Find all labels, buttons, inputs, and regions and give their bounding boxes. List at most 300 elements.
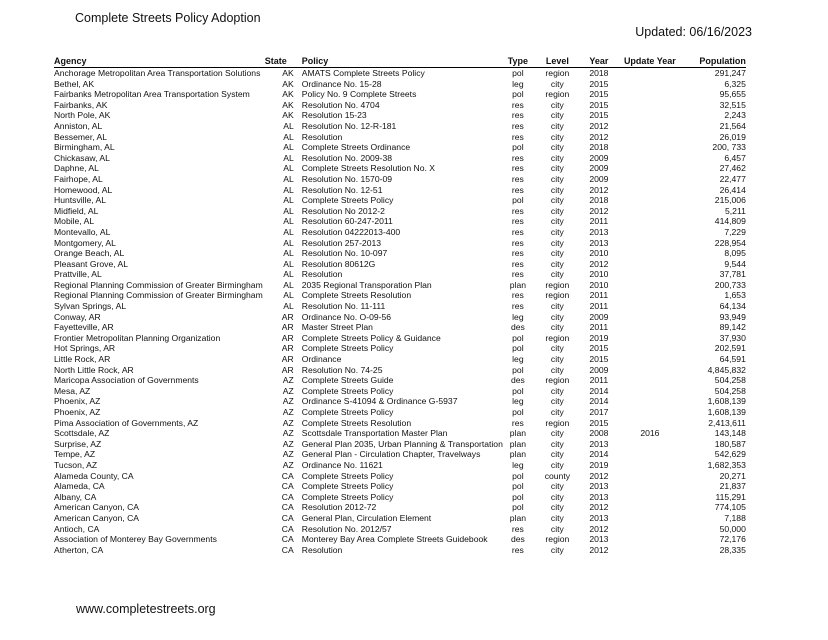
cell-state: AR xyxy=(281,343,294,354)
cell-level: county xyxy=(544,470,571,481)
cell-update-year xyxy=(616,163,684,174)
cell-update-year xyxy=(616,449,684,460)
cell-level: city xyxy=(550,438,564,449)
cell-level: city xyxy=(550,205,564,216)
cell-population: 414,809 xyxy=(714,216,746,227)
cell-type: des xyxy=(510,534,525,545)
cell-type: leg xyxy=(512,311,524,322)
cell-year: 2015 xyxy=(589,354,609,365)
cell-level: city xyxy=(550,491,564,502)
cell-type: leg xyxy=(512,78,524,89)
cell-agency: Pima Association of Governments, AZ xyxy=(54,417,199,428)
cell-policy: Resolution xyxy=(301,269,343,280)
cell-policy: AMATS Complete Streets Policy xyxy=(301,68,425,78)
cell-level: region xyxy=(545,417,570,428)
cell-update-year xyxy=(616,121,684,132)
cell-state: CA xyxy=(281,523,294,534)
column-header-update-year: Update Year xyxy=(616,56,684,68)
cell-state: AK xyxy=(282,110,294,121)
table-row xyxy=(54,89,746,100)
cell-policy: Resolution No. 2009-38 xyxy=(301,152,393,163)
cell-year: 2012 xyxy=(589,205,609,216)
cell-update-year xyxy=(616,354,684,365)
cell-year: 2012 xyxy=(589,523,609,534)
cell-type: pol xyxy=(512,142,524,153)
cell-update-year xyxy=(616,89,684,100)
cell-state: AL xyxy=(283,269,294,280)
cell-policy: Ordinance No. 15-28 xyxy=(301,78,382,89)
table-row xyxy=(54,185,746,196)
cell-policy: Scottsdale Transportation Master Plan xyxy=(301,428,448,439)
cell-population: 5,211 xyxy=(725,205,746,216)
cell-type: pol xyxy=(512,407,524,417)
cell-population: 291,247 xyxy=(714,68,746,78)
cell-year: 2014 xyxy=(589,396,609,407)
table-row xyxy=(54,333,746,344)
cell-level: city xyxy=(550,110,564,121)
cell-update-year xyxy=(616,269,684,280)
cell-policy: Complete Streets Resolution No. X xyxy=(301,163,436,174)
cell-state: CA xyxy=(281,544,294,555)
table-header-row xyxy=(54,56,746,68)
cell-agency: Mobile, AL xyxy=(54,216,95,227)
cell-agency: Antioch, CA xyxy=(54,523,100,534)
cell-agency: Phoenix, AZ xyxy=(54,407,101,417)
cell-policy: Master Street Plan xyxy=(301,322,373,333)
cell-year: 2013 xyxy=(589,512,609,523)
cell-level: city xyxy=(550,523,564,534)
cell-year: 2018 xyxy=(589,142,609,153)
cell-year: 2012 xyxy=(589,131,609,142)
cell-year: 2009 xyxy=(589,311,609,322)
cell-state: AZ xyxy=(282,428,294,439)
table-row xyxy=(54,206,746,217)
cell-state: AL xyxy=(283,226,294,237)
cell-agency: Montgomery, AL xyxy=(54,237,116,248)
cell-level: city xyxy=(550,343,564,354)
cell-type: pol xyxy=(512,491,524,502)
cell-type: pol xyxy=(512,481,524,492)
cell-level: city xyxy=(550,173,564,184)
cell-level: city xyxy=(550,131,564,142)
cell-population: 2,413,611 xyxy=(708,417,746,428)
cell-level: city xyxy=(550,301,564,312)
cell-type: res xyxy=(511,99,524,110)
cell-update-year xyxy=(616,439,684,450)
cell-level: city xyxy=(550,449,564,460)
cell-policy: Resolution 2012-72 xyxy=(301,502,377,513)
cell-population: 50,000 xyxy=(719,523,746,534)
table-row xyxy=(54,354,746,365)
cell-policy: Complete Streets Policy & Guidance xyxy=(301,332,441,343)
cell-year: 2013 xyxy=(589,226,609,237)
cell-update-year xyxy=(616,206,684,217)
cell-population: 202,591 xyxy=(714,343,746,354)
cell-agency: Tucson, AZ xyxy=(54,459,98,470)
cell-state: AR xyxy=(281,354,294,365)
cell-population: 26,414 xyxy=(719,184,746,195)
cell-agency: Mesa, AZ xyxy=(54,385,91,396)
cell-update-year xyxy=(616,492,684,503)
cell-type: pol xyxy=(512,343,524,354)
cell-policy: Resolution 257-2013 xyxy=(301,237,382,248)
cell-state: AL xyxy=(283,152,294,163)
cell-level: city xyxy=(550,120,564,131)
cell-policy: Resolution No. 74-25 xyxy=(301,364,383,375)
cell-year: 2009 xyxy=(589,152,609,163)
table-row xyxy=(54,290,746,301)
cell-update-year xyxy=(616,174,684,185)
cell-level: city xyxy=(550,385,564,396)
table-row xyxy=(54,375,746,386)
cell-year: 2012 xyxy=(589,544,609,555)
table-row xyxy=(54,407,746,418)
table-row xyxy=(54,534,746,545)
table-row xyxy=(54,238,746,249)
cell-update-year xyxy=(616,386,684,397)
cell-year: 2012 xyxy=(589,470,609,481)
cell-state: AZ xyxy=(282,396,294,407)
cell-policy: General Plan 2035, Urban Planning & Transportation xyxy=(301,438,503,449)
cell-year: 2013 xyxy=(589,481,609,492)
cell-population: 774,105 xyxy=(714,502,746,513)
table-row xyxy=(54,396,746,407)
cell-policy: Resolution No. 10-097 xyxy=(301,248,388,259)
table-row xyxy=(54,121,746,132)
cell-policy: Resolution 60-247-2011 xyxy=(301,216,393,227)
cell-type: des xyxy=(510,375,525,386)
cell-year: 2013 xyxy=(589,438,609,449)
cell-population: 215,006 xyxy=(714,195,746,206)
cell-level: region xyxy=(545,534,570,545)
cell-update-year xyxy=(616,534,684,545)
cell-type: res xyxy=(511,131,524,142)
cell-agency: Bethel, AK xyxy=(54,78,95,89)
cell-agency: Birmingham, AL xyxy=(54,142,115,153)
cell-year: 2012 xyxy=(589,502,609,513)
cell-year: 2018 xyxy=(589,68,609,78)
cell-update-year xyxy=(616,375,684,386)
cell-update-year xyxy=(616,185,684,196)
cell-update-year xyxy=(616,545,684,556)
cell-level: city xyxy=(550,512,564,523)
cell-type: leg xyxy=(512,459,524,470)
table-row xyxy=(54,492,746,503)
cell-update-year xyxy=(616,100,684,111)
table-row xyxy=(54,502,746,513)
cell-policy: Ordinance S-41094 & Ordinance G-5937 xyxy=(301,396,458,407)
cell-population: 64,134 xyxy=(719,301,746,312)
cell-agency: Fayetteville, AR xyxy=(54,322,114,333)
cell-type: res xyxy=(511,269,524,280)
cell-policy: Resolution No. 11-111 xyxy=(301,301,386,312)
cell-policy: Resolution No. 12-R-181 xyxy=(301,120,397,131)
cell-agency: Anchorage Metropolitan Area Transportation Solutions xyxy=(54,68,261,78)
cell-update-year xyxy=(616,396,684,407)
cell-agency: Sylvan Springs, AL xyxy=(54,301,127,312)
cell-state: AZ xyxy=(282,375,294,386)
table-row xyxy=(54,471,746,482)
cell-state: CA xyxy=(281,512,294,523)
cell-population: 89,142 xyxy=(719,322,746,333)
cell-year: 2009 xyxy=(589,364,609,375)
cell-state: AL xyxy=(283,195,294,206)
cell-state: CA xyxy=(281,470,294,481)
column-header-state: State xyxy=(263,56,302,68)
cell-agency: Conway, AR xyxy=(54,311,101,322)
cell-level: city xyxy=(550,354,564,365)
cell-policy: General Plan - Circulation Chapter, Travelways xyxy=(301,449,481,460)
cell-type: res xyxy=(511,173,524,184)
cell-level: city xyxy=(550,195,564,206)
cell-policy: Resolution No. 12-51 xyxy=(301,184,383,195)
cell-agency: Surprise, AZ xyxy=(54,438,102,449)
cell-year: 2010 xyxy=(589,269,609,280)
cell-state: AL xyxy=(283,290,294,301)
cell-agency: Little Rock, AR xyxy=(54,354,111,365)
cell-update-year xyxy=(616,502,684,513)
cell-population: 7,229 xyxy=(724,226,746,237)
cell-update-year xyxy=(616,238,684,249)
cell-agency: Regional Planning Commission of Greater Birmingham xyxy=(54,279,263,290)
table-row xyxy=(54,449,746,460)
cell-level: region xyxy=(545,375,570,386)
cell-type: plan xyxy=(509,512,526,523)
cell-level: city xyxy=(550,459,564,470)
cell-agency: Midfield, AL xyxy=(54,205,99,216)
cell-policy: Complete Streets Ordinance xyxy=(301,142,411,153)
table-row xyxy=(54,439,746,450)
cell-policy: Complete Streets Policy xyxy=(301,491,394,502)
cell-agency: Huntsville, AL xyxy=(54,195,107,206)
cell-policy: Complete Streets Policy xyxy=(301,385,394,396)
cell-state: AR xyxy=(281,332,294,343)
cell-level: city xyxy=(550,269,564,280)
cell-state: AL xyxy=(283,301,294,312)
cell-population: 21,564 xyxy=(719,120,746,131)
cell-policy: Complete Streets Policy xyxy=(301,343,394,354)
cell-agency: Alameda County, CA xyxy=(54,470,134,481)
cell-population: 37,781 xyxy=(719,269,746,280)
cell-level: region xyxy=(545,290,570,301)
cell-agency: Alameda, CA xyxy=(54,481,105,492)
cell-population: 64,591 xyxy=(719,354,746,365)
cell-year: 2008 xyxy=(589,428,609,439)
table-row xyxy=(54,524,746,535)
cell-policy: Ordinance No. O-09-56 xyxy=(301,311,392,322)
cell-year: 2010 xyxy=(589,248,609,259)
cell-year: 2013 xyxy=(589,534,609,545)
cell-level: city xyxy=(550,364,564,375)
cell-level: city xyxy=(550,311,564,322)
cell-type: res xyxy=(511,205,524,216)
table-row xyxy=(54,269,746,280)
cell-policy: Resolution xyxy=(301,131,343,142)
cell-update-year xyxy=(616,365,684,376)
cell-year: 2015 xyxy=(589,78,609,89)
cell-type: res xyxy=(511,226,524,237)
table-row xyxy=(54,132,746,143)
cell-state: AZ xyxy=(282,449,294,460)
cell-year: 2012 xyxy=(589,184,609,195)
cell-population: 1,682,353 xyxy=(707,459,746,470)
cell-state: AZ xyxy=(282,438,294,449)
cell-agency: Association of Monterey Bay Governments xyxy=(54,534,217,545)
cell-policy: Policy No. 9 Complete Streets xyxy=(301,89,417,100)
table-body xyxy=(54,68,746,556)
table-row xyxy=(54,79,746,90)
column-header-level: Level xyxy=(533,56,582,68)
cell-type: plan xyxy=(509,438,526,449)
cell-level: city xyxy=(550,226,564,237)
cell-agency: Regional Planning Commission of Greater Birmingham xyxy=(54,290,263,301)
cell-policy: Complete Streets Guide xyxy=(301,375,394,386)
cell-population: 72,176 xyxy=(719,534,746,545)
cell-type: pol xyxy=(512,195,524,206)
cell-type: res xyxy=(511,301,524,312)
cell-level: city xyxy=(550,407,564,417)
cell-state: AL xyxy=(283,258,294,269)
cell-update-year xyxy=(616,460,684,471)
cell-type: plan xyxy=(509,449,526,460)
cell-population: 228,954 xyxy=(714,237,746,248)
cell-population: 26,019 xyxy=(719,131,746,142)
cell-population: 95,655 xyxy=(719,89,746,100)
policy-table xyxy=(54,56,746,555)
table-row xyxy=(54,418,746,429)
cell-agency: Prattville, AL xyxy=(54,269,102,280)
cell-agency: Orange Beach, AL xyxy=(54,248,125,259)
cell-state: CA xyxy=(281,491,294,502)
cell-level: city xyxy=(550,99,564,110)
cell-update-year xyxy=(616,312,684,323)
cell-policy: 2035 Regional Transporation Plan xyxy=(301,279,432,290)
cell-year: 2014 xyxy=(589,449,609,460)
cell-type: pol xyxy=(512,470,524,481)
cell-policy: Complete Streets Policy xyxy=(301,481,394,492)
cell-agency: Tempe, AZ xyxy=(54,449,96,460)
cell-level: region xyxy=(545,279,570,290)
cell-agency: Fairhope, AL xyxy=(54,173,103,184)
cell-policy: Complete Streets Policy xyxy=(301,407,394,417)
cell-update-year xyxy=(616,280,684,291)
cell-year: 2010 xyxy=(589,279,609,290)
cell-year: 2015 xyxy=(589,417,609,428)
cell-year: 2013 xyxy=(589,237,609,248)
cell-year: 2011 xyxy=(589,322,609,333)
cell-agency: Atherton, CA xyxy=(54,544,104,555)
cell-agency: Pleasant Grove, AL xyxy=(54,258,129,269)
cell-type: pol xyxy=(512,89,524,100)
cell-policy: Resolution xyxy=(301,544,343,555)
cell-state: AL xyxy=(283,142,294,153)
cell-level: city xyxy=(550,142,564,153)
cell-population: 1,608,139 xyxy=(707,396,746,407)
cell-agency: Anniston, AL xyxy=(54,120,103,131)
cell-state: AK xyxy=(282,68,294,78)
cell-state: AZ xyxy=(282,385,294,396)
cell-policy: Resolution No 2012-2 xyxy=(301,205,385,216)
table-row xyxy=(54,365,746,376)
cell-type: res xyxy=(511,184,524,195)
cell-state: AL xyxy=(283,216,294,227)
cell-population: 2,243 xyxy=(724,110,746,121)
cell-year: 2011 xyxy=(589,216,609,227)
cell-population: 20,271 xyxy=(719,470,746,481)
cell-policy: Ordinance xyxy=(301,354,342,365)
cell-update-year xyxy=(616,333,684,344)
cell-type: res xyxy=(511,417,524,428)
cell-population: 6,325 xyxy=(724,78,746,89)
cell-type: pol xyxy=(512,68,524,78)
cell-type: res xyxy=(511,523,524,534)
cell-update-year xyxy=(616,322,684,333)
cell-state: AZ xyxy=(282,459,294,470)
table-row xyxy=(54,195,746,206)
table-row xyxy=(54,386,746,397)
table-row xyxy=(54,100,746,111)
cell-agency: Bessemer, AL xyxy=(54,131,108,142)
cell-state: AR xyxy=(281,364,294,375)
table-row xyxy=(54,163,746,174)
cell-state: AK xyxy=(282,89,294,100)
cell-population: 200,733 xyxy=(714,279,746,290)
cell-update-year xyxy=(616,259,684,270)
cell-state: AL xyxy=(283,205,294,216)
cell-population: 542,629 xyxy=(714,449,746,460)
cell-state: AZ xyxy=(282,407,294,417)
cell-year: 2015 xyxy=(589,343,609,354)
table-row xyxy=(54,322,746,333)
cell-type: res xyxy=(511,258,524,269)
cell-type: leg xyxy=(512,396,524,407)
cell-update-year xyxy=(616,290,684,301)
cell-population: 28,335 xyxy=(719,544,746,555)
cell-level: city xyxy=(550,544,564,555)
cell-state: AL xyxy=(283,131,294,142)
updated-date: Updated: 06/16/2023 xyxy=(635,25,752,39)
cell-update-year xyxy=(616,195,684,206)
cell-agency: American Canyon, CA xyxy=(54,512,140,523)
cell-type: res xyxy=(511,544,524,555)
cell-type: pol xyxy=(512,364,524,375)
cell-type: plan xyxy=(509,428,526,439)
cell-state: AK xyxy=(282,99,294,110)
cell-level: city xyxy=(550,152,564,163)
table-row xyxy=(54,481,746,492)
table-row xyxy=(54,153,746,164)
cell-population: 22,477 xyxy=(719,173,746,184)
cell-agency: Fairbanks, AK xyxy=(54,99,108,110)
cell-year: 2013 xyxy=(589,491,609,502)
cell-update-year xyxy=(616,481,684,492)
cell-year: 2015 xyxy=(589,99,609,110)
cell-update-year xyxy=(616,471,684,482)
cell-year: 2015 xyxy=(589,110,609,121)
cell-year: 2015 xyxy=(589,89,609,100)
cell-agency: Hot Springs, AR xyxy=(54,343,116,354)
cell-policy: Resolution 15-23 xyxy=(301,110,367,121)
table-row xyxy=(54,312,746,323)
table-row xyxy=(54,301,746,312)
table-row xyxy=(54,460,746,471)
cell-population: 9,544 xyxy=(724,258,746,269)
cell-agency: Daphne, AL xyxy=(54,163,99,174)
cell-update-year xyxy=(616,68,684,79)
cell-level: city xyxy=(550,481,564,492)
table-row xyxy=(54,545,746,556)
cell-update-year: 2016 xyxy=(640,428,660,439)
